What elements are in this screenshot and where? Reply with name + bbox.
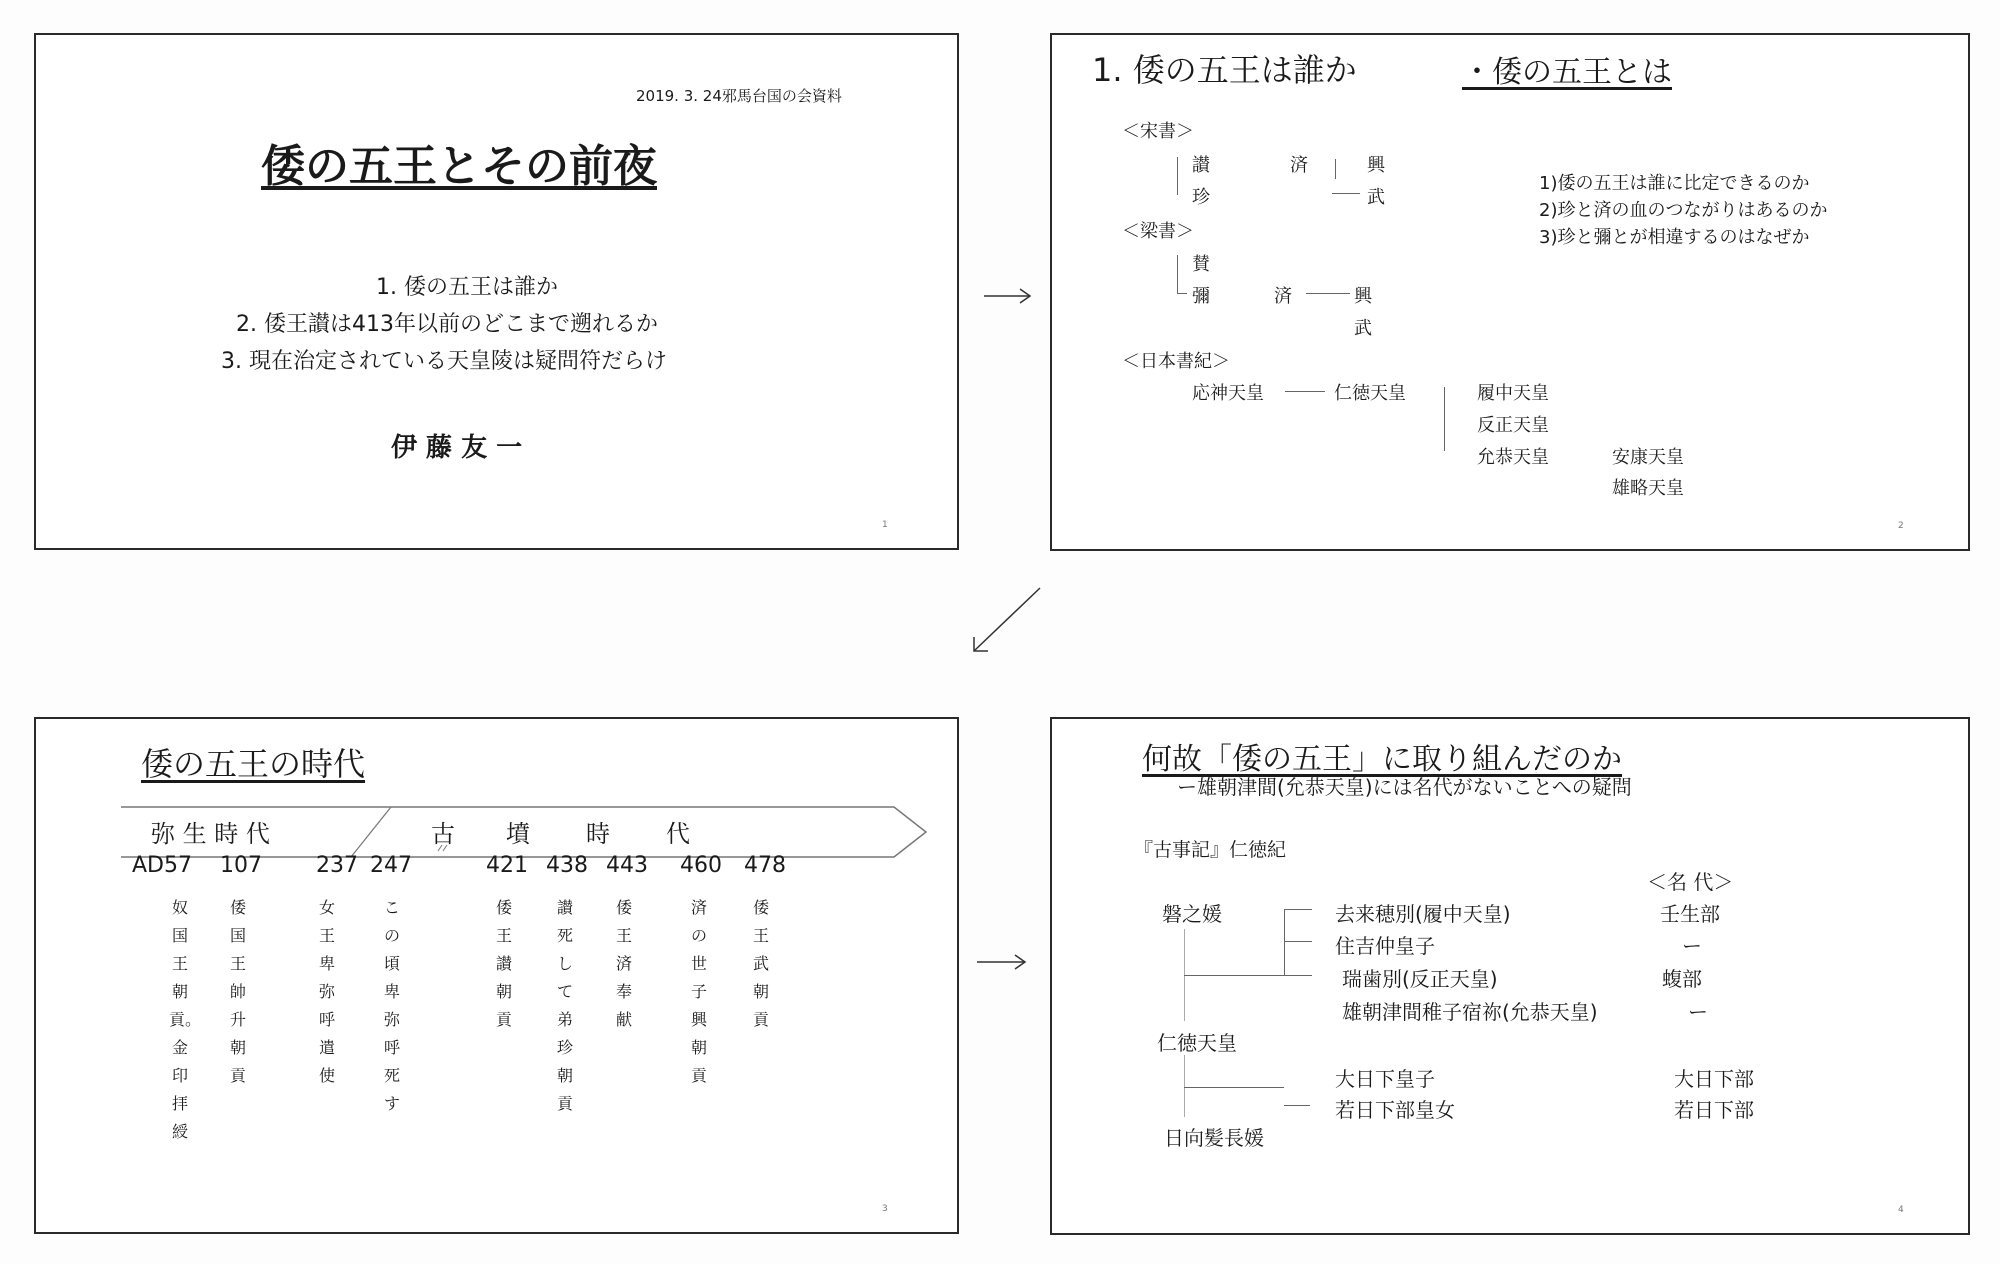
page-number: 4 bbox=[1898, 1205, 1904, 1215]
song-san: 讃 bbox=[1192, 155, 1210, 176]
year-57: AD57 bbox=[132, 853, 192, 878]
nihon-richu: 履中天皇 bbox=[1477, 383, 1549, 404]
child-2: 住吉仲皇子 bbox=[1335, 934, 1435, 958]
event-57: 奴国王朝貢。金印拝綬 bbox=[169, 898, 202, 1141]
nihon-hanzei: 反正天皇 bbox=[1477, 415, 1549, 436]
nashiro-6: 若日下部 bbox=[1674, 1098, 1754, 1122]
tick-child-2 bbox=[1284, 941, 1312, 942]
song-link-vertical bbox=[1335, 159, 1336, 179]
slide-subheading: ・倭の五王とは bbox=[1462, 55, 1672, 90]
era-kofun-4: 代 bbox=[666, 820, 690, 848]
liang-tree-foot bbox=[1177, 293, 1187, 294]
liang-bu: 武 bbox=[1354, 318, 1372, 339]
song-kou: 興 bbox=[1367, 155, 1385, 176]
song-link-line bbox=[1332, 193, 1360, 194]
slide-heading: 1. 倭の五王は誰か bbox=[1092, 51, 1357, 89]
nihon-link-1 bbox=[1285, 391, 1325, 392]
nihon-children-line bbox=[1444, 387, 1445, 451]
tick-child-5 bbox=[1284, 1105, 1310, 1106]
arrow-right-icon bbox=[975, 950, 1030, 974]
source-label: 『古事記』仁徳紀 bbox=[1134, 839, 1287, 861]
liang-san: 賛 bbox=[1192, 254, 1210, 275]
event-237: 女王卑弥呼遣使 bbox=[318, 898, 335, 1085]
slide-2 bbox=[1050, 33, 1970, 551]
era-kofun-2: 墳 bbox=[506, 820, 530, 848]
branch-2 bbox=[1184, 1087, 1284, 1088]
liang-kou: 興 bbox=[1354, 286, 1372, 307]
question-1: 1)倭の五王は誰に比定できるのか bbox=[1539, 173, 1810, 194]
nashiro-5: 大日下部 bbox=[1674, 1067, 1754, 1091]
nihon-yuryaku: 雄略天皇 bbox=[1612, 478, 1684, 499]
year-438: 438 bbox=[546, 853, 588, 878]
year-107: 107 bbox=[220, 853, 262, 878]
era-kofun-3: 時 bbox=[586, 820, 610, 848]
child-6: 若日下部皇女 bbox=[1335, 1098, 1455, 1122]
parent-hyuga: 日向髪長媛 bbox=[1164, 1126, 1264, 1150]
tick-child-3 bbox=[1284, 975, 1312, 976]
song-tree-line bbox=[1177, 157, 1178, 195]
nihon-nintoku: 仁徳天皇 bbox=[1334, 383, 1406, 404]
parent-nintoku: 仁徳天皇 bbox=[1157, 1031, 1237, 1055]
nihon-ingyo: 允恭天皇 bbox=[1477, 447, 1549, 468]
nashiro-4: ー bbox=[1688, 1000, 1708, 1024]
liang-tree-line bbox=[1177, 255, 1178, 293]
slide-title: 倭の五王とその前夜 bbox=[261, 141, 657, 192]
nihon-oujin: 応神天皇 bbox=[1192, 383, 1264, 404]
era-yayoi: 弥 生 時 代 bbox=[151, 820, 270, 848]
agenda-item-3: 3. 現在治定されている天皇陵は疑問符だらけ bbox=[221, 349, 667, 374]
slide-title: 倭の五王の時代 bbox=[141, 745, 366, 783]
nashiro-1: 壬生部 bbox=[1660, 902, 1720, 926]
event-443: 倭王済奉献 bbox=[615, 898, 632, 1029]
song-label: ＜宋書＞ bbox=[1122, 121, 1194, 142]
nihon-anko: 安康天皇 bbox=[1612, 447, 1684, 468]
liang-link-line bbox=[1306, 293, 1350, 294]
agenda-item-1: 1. 倭の五王は誰か bbox=[376, 275, 558, 300]
arrow-down-left-icon bbox=[968, 585, 1043, 655]
year-247: 247 bbox=[370, 853, 412, 878]
year-237: 237 bbox=[316, 853, 358, 878]
nihon-label: ＜日本書紀＞ bbox=[1122, 351, 1230, 372]
child-4: 雄朝津間稚子宿祢(允恭天皇) bbox=[1342, 1000, 1598, 1024]
date-note: 2019. 3. 24邪馬台国の会資料 bbox=[636, 87, 842, 105]
song-bu: 武 bbox=[1367, 187, 1385, 208]
question-3: 3)珍と彌とが相違するのはなぜか bbox=[1539, 227, 1810, 248]
page-number: 2 bbox=[1898, 521, 1904, 531]
branch-1 bbox=[1184, 975, 1284, 976]
nashiro-2: ー bbox=[1682, 934, 1702, 958]
question-2: 2)珍と済の血のつながりはあるのか bbox=[1539, 200, 1828, 221]
year-443: 443 bbox=[606, 853, 648, 878]
liang-label: ＜梁書＞ bbox=[1122, 221, 1194, 242]
event-478: 倭王武朝貢 bbox=[752, 898, 769, 1029]
year-478: 478 bbox=[744, 853, 786, 878]
slide-3 bbox=[34, 717, 959, 1234]
slide-4 bbox=[1050, 717, 1970, 1235]
song-chin: 珍 bbox=[1192, 187, 1210, 208]
child-5: 大日下皇子 bbox=[1335, 1067, 1435, 1091]
nashiro-3: 蝮部 bbox=[1662, 967, 1702, 991]
page-number: 3 bbox=[882, 1204, 888, 1214]
agenda-item-2: 2. 倭王讃は413年以前のどこまで遡れるか bbox=[236, 312, 658, 337]
child-3: 瑞歯別(反正天皇) bbox=[1342, 967, 1498, 991]
author: 伊 藤 友 一 bbox=[391, 433, 523, 463]
song-sei: 済 bbox=[1290, 155, 1308, 176]
event-438: 讃死して弟珍朝貢 bbox=[556, 898, 573, 1113]
page-number: 1 bbox=[882, 520, 888, 530]
marriage-line-2 bbox=[1184, 1055, 1185, 1117]
event-247: この頃卑弥呼死す bbox=[383, 898, 400, 1113]
slide-subtitle: ー雄朝津間(允恭天皇)には名代がないことへの疑問 bbox=[1177, 775, 1632, 799]
event-460: 済の世子興朝貢 bbox=[690, 898, 707, 1085]
year-421: 421 bbox=[486, 853, 528, 878]
event-421: 倭王讃朝貢 bbox=[495, 898, 512, 1029]
liang-sei: 済 bbox=[1274, 286, 1292, 307]
children-bracket-1 bbox=[1284, 909, 1285, 975]
liang-mi: 彌 bbox=[1192, 286, 1210, 307]
slide-title: 何故「倭の五王」に取り組んだのか bbox=[1142, 742, 1622, 777]
parent-iwanohime: 磐之媛 bbox=[1162, 902, 1222, 926]
tick-child-1 bbox=[1284, 909, 1312, 910]
event-107: 倭国王帥升朝貢 bbox=[229, 898, 246, 1085]
nashiro-header: ＜名 代＞ bbox=[1647, 870, 1734, 894]
year-460: 460 bbox=[680, 853, 722, 878]
era-kofun-1: 古 bbox=[431, 820, 455, 848]
child-1: 去来穂別(履中天皇) bbox=[1335, 902, 1511, 926]
arrow-right-icon bbox=[982, 284, 1034, 308]
slide-1 bbox=[34, 33, 959, 550]
